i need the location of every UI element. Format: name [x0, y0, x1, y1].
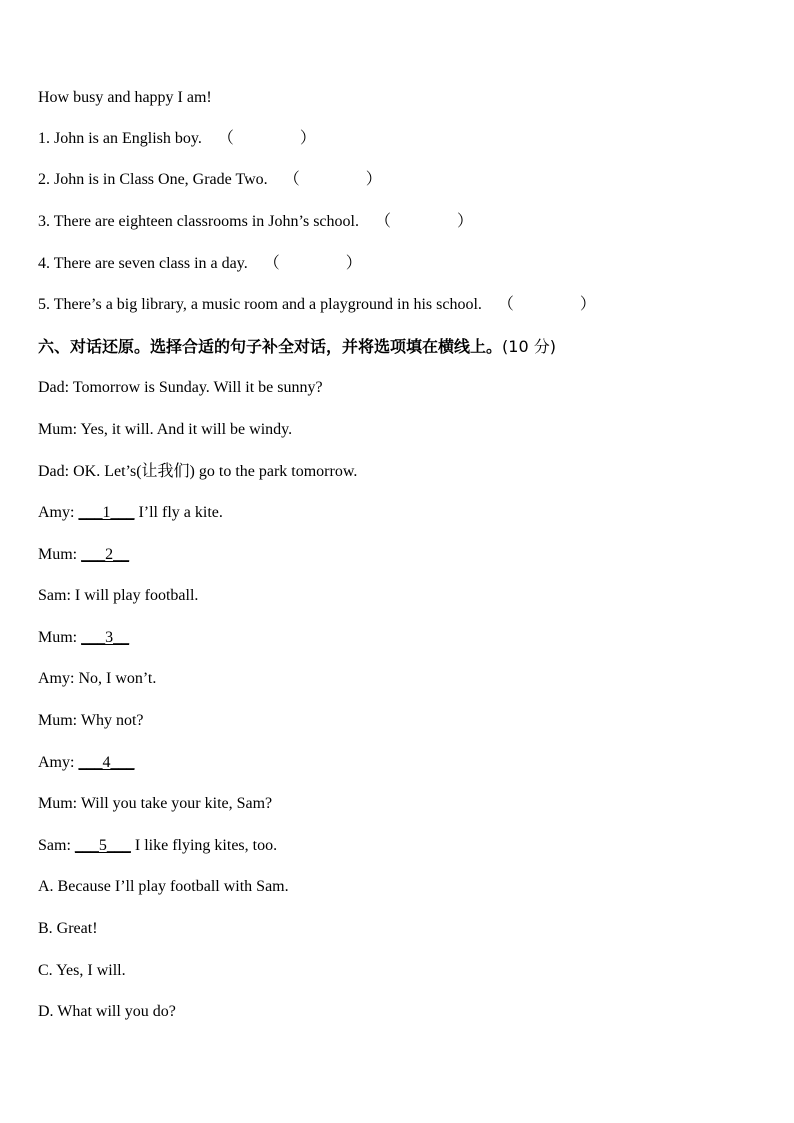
dialogue-line-9 — [38, 711, 144, 731]
dialogue-line-11 — [38, 794, 272, 814]
judgement-text: 4. There are seven class in a day. — [38, 255, 248, 272]
speaker: Amy: — [38, 504, 75, 521]
dialogue-text: I like flying kites, too. — [130, 837, 278, 854]
option-b: B. Great! — [38, 920, 98, 937]
speaker: Dad: — [38, 463, 70, 480]
speaker: Mum: — [38, 421, 78, 438]
answer-blank-4[interactable]: ___4___ — [78, 754, 135, 771]
judgement-item-5 — [38, 295, 596, 315]
dialogue-line-6 — [38, 586, 198, 606]
judgement-text: 1. John is an English boy. — [38, 130, 202, 147]
dialogue-text: No, I won’t. — [78, 670, 157, 687]
section-6-score: (10 分) — [502, 337, 556, 356]
option-a: A. Because I’ll play football with Sam. — [38, 878, 289, 895]
answer-bracket[interactable]: （ ） — [497, 296, 596, 313]
judgement-item-2 — [38, 170, 382, 190]
answer-bracket[interactable]: （ ） — [374, 213, 473, 230]
judgement-text: 2. John is in Class One, Grade Two. — [38, 171, 268, 188]
speaker: Mum: — [38, 629, 78, 646]
answer-blank-3[interactable]: ___3__ — [81, 629, 130, 646]
answer-bracket[interactable]: （ ） — [217, 130, 316, 147]
dialogue-line-3 — [38, 462, 357, 482]
dialogue-line-8 — [38, 669, 156, 689]
dialogue-text: Yes, it will. And it will be windy. — [80, 421, 293, 438]
answer-bracket[interactable]: （ ） — [263, 255, 362, 272]
speaker: Amy: — [38, 670, 75, 687]
dialogue-text: OK. Let’s(让我们) go to the park tomorrow. — [73, 463, 358, 480]
dialogue-line-12 — [38, 836, 277, 856]
judgement-text: 5. There’s a big library, a music room and a playground in his school. — [38, 296, 482, 313]
option-d: D. What will you do? — [38, 1003, 176, 1020]
dialogue-line-5 — [38, 545, 129, 565]
dialogue-line-4 — [38, 503, 223, 523]
dialogue-line-1 — [38, 378, 323, 398]
dialogue-line-2 — [38, 420, 292, 440]
judgement-item-3 — [38, 212, 473, 232]
option-c: C. Yes, I will. — [38, 962, 126, 979]
dialogue-line-7 — [38, 628, 129, 648]
dialogue-text: Will you take your kite, Sam? — [80, 795, 273, 812]
dialogue-text: Why not? — [80, 712, 144, 729]
answer-bracket[interactable]: （ ） — [283, 171, 382, 188]
answer-blank-1[interactable]: ___1___ — [78, 504, 135, 521]
speaker: Dad: — [38, 379, 70, 396]
dialogue-text: Tomorrow is Sunday. Will it be sunny? — [72, 379, 323, 396]
speaker: Amy: — [38, 754, 75, 771]
speaker: Sam: — [38, 587, 71, 604]
speaker: Mum: — [38, 712, 78, 729]
judgement-item-4 — [38, 254, 362, 274]
judgement-text: 3. There are eighteen classrooms in John’s school. — [38, 213, 359, 230]
passage-title: How busy and happy I am! — [38, 89, 212, 106]
answer-blank-5[interactable]: ___5___ — [74, 837, 131, 854]
answer-blank-2[interactable]: ___2__ — [81, 546, 130, 563]
section-6-instruction: 六、对话还原。选择合适的句子补全对话，并将选项填在横线上。 — [38, 337, 503, 356]
judgement-item-1 — [38, 129, 316, 149]
speaker: Sam: — [38, 837, 71, 854]
dialogue-text: I will play football. — [74, 587, 199, 604]
dialogue-line-10 — [38, 753, 134, 773]
speaker: Mum: — [38, 795, 78, 812]
section-6-title — [38, 337, 556, 357]
dialogue-text: I’ll fly a kite. — [134, 504, 223, 521]
speaker: Mum: — [38, 546, 78, 563]
